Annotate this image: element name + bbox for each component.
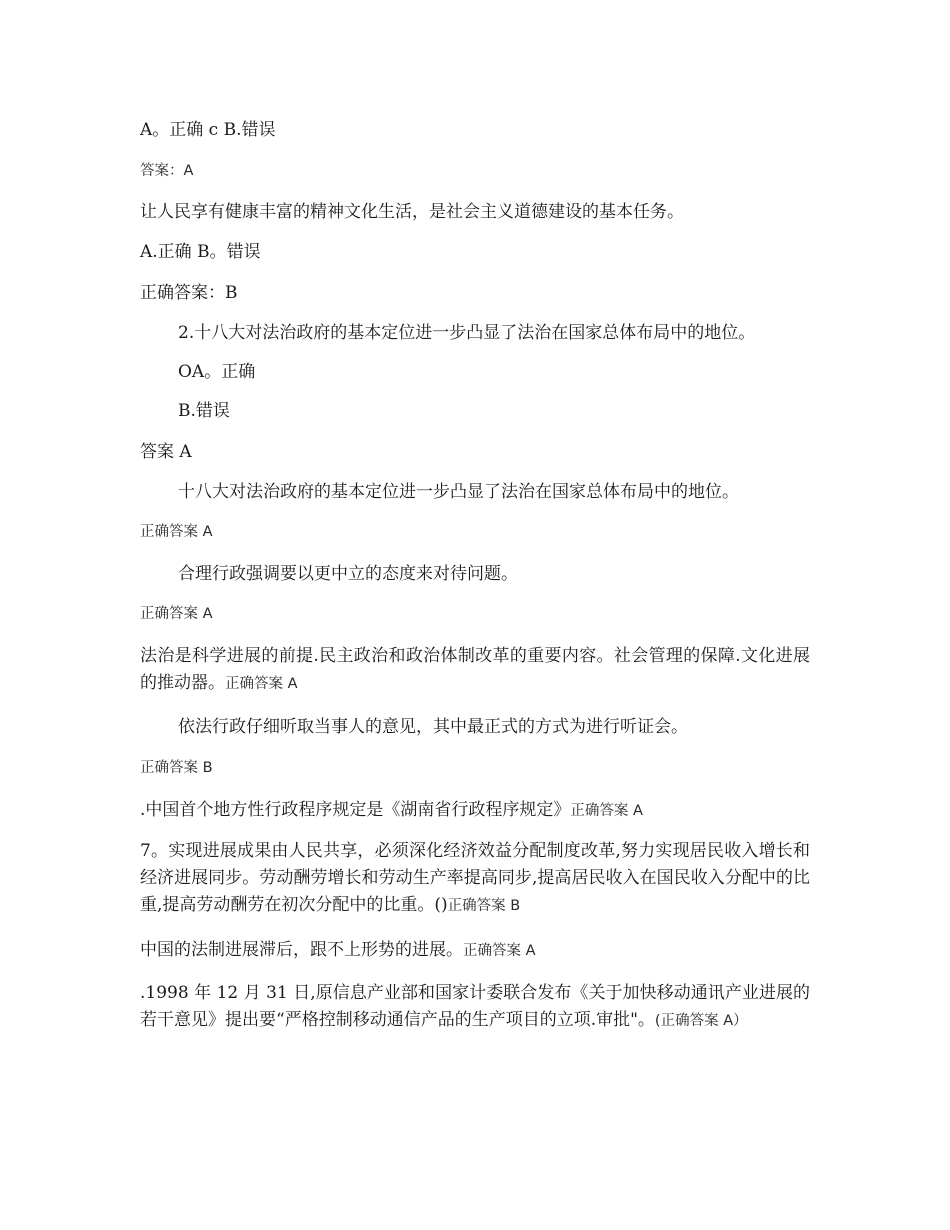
answer-label: 正确答案 A	[463, 943, 536, 959]
option-line: A。正确 c B.错误	[140, 120, 276, 140]
answer-line: 正确答案 B	[140, 760, 213, 776]
option-line: A.正确 B。错误	[140, 242, 261, 262]
answer-label: 正确答案 B	[447, 898, 521, 914]
answer-line: 正确答案 A	[140, 524, 213, 540]
question-text: 让人民享有健康丰富的精神文化生活，是社会主义道德建设的基本任务。	[140, 202, 684, 222]
question-paragraph	[140, 643, 810, 698]
question-text: 7。实现进展成果由人民共享，必须深化经济效益分配制度改革,努力实现居民收入增长和经济进展同步。劳动酬劳增长和劳动生产率提高同步,提高居民收入在国民收入分配中的比重,提高劳动酬劳在初次分配中的比重。()	[140, 841, 810, 915]
answer-line: 答案 A	[140, 442, 192, 462]
question-paragraph	[140, 797, 810, 825]
question-text: 依法行政仔细听取当事人的意见，其中最正式的方式为进行听证会。	[178, 717, 688, 737]
question-paragraph	[140, 838, 810, 920]
answer-label: (正确答案 A）	[654, 1013, 748, 1029]
question-text: 合理行政强调要以更中立的态度来对待问题。	[178, 564, 518, 584]
answer-line: 正确答案：B	[140, 283, 238, 303]
question-text: 2.十八大对法治政府的基本定位进一步凸显了法治在国家总体布局中的地位。	[178, 323, 756, 343]
question-text: 十八大对法治政府的基本定位进一步凸显了法治在国家总体布局中的地位。	[178, 482, 739, 502]
answer-line: 答案：A	[140, 163, 194, 179]
question-paragraph	[140, 980, 810, 1035]
option-line: OA。正确	[178, 362, 256, 382]
answer-line: 正确答案 A	[140, 606, 213, 622]
question-paragraph	[140, 937, 810, 965]
question-text: .1998 年 12 月 31 日,原信息产业部和国家计委联合发布《关于加快移动通讯产业进展的若干意见》提出要“严格控制移动通信产品的生产项目的立项.审批"。	[140, 983, 810, 1030]
answer-label: 正确答案 A	[225, 676, 298, 692]
question-text: .中国首个地方性行政程序规定是《湖南省行政程序规定》	[140, 800, 571, 820]
question-text: 法治是科学进展的前提.民主政治和政治体制改革的重要内容。社会管理的保障.文化进展的推动器。	[140, 646, 810, 693]
question-text: 中国的法制进展滞后，跟不上形势的进展。	[140, 940, 463, 960]
answer-label: 正确答案 A	[570, 803, 643, 819]
option-line: B.错误	[178, 401, 230, 421]
